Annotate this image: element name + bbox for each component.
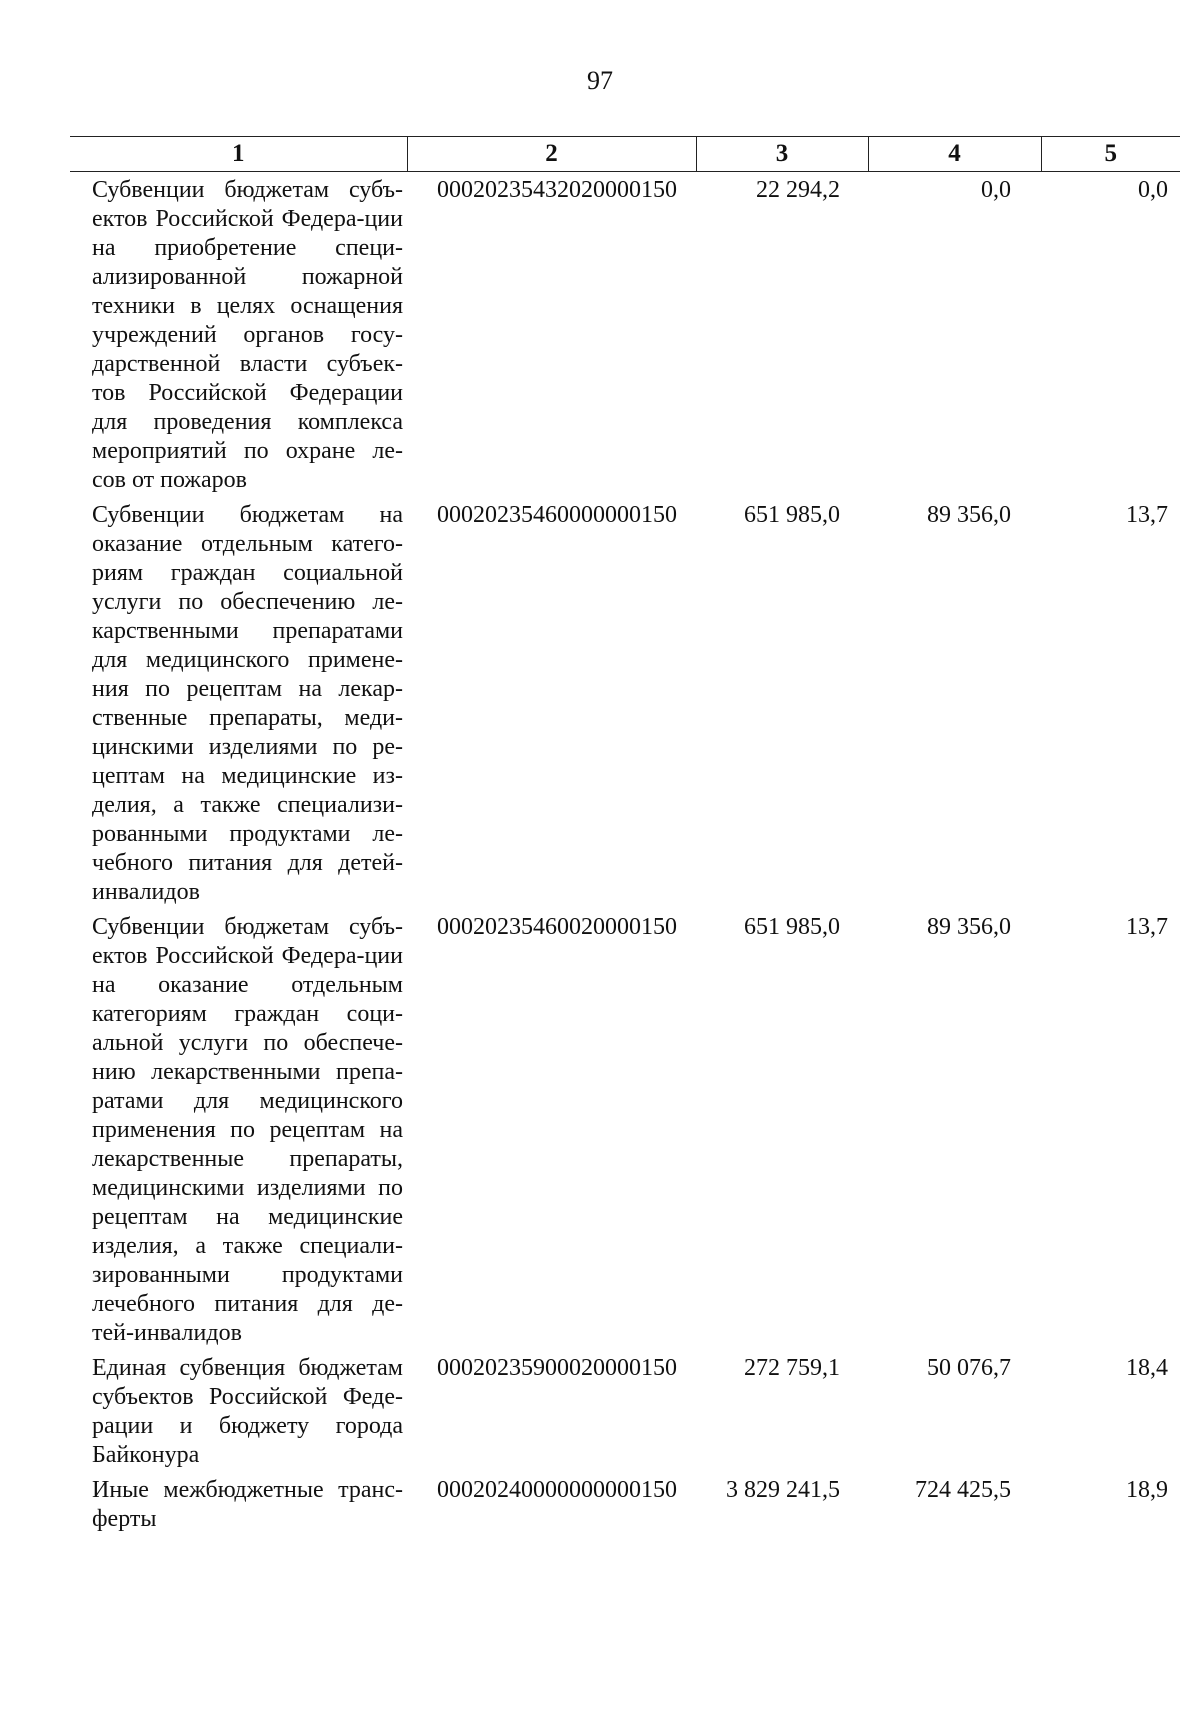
row-value-col5: 13,7 (1126, 914, 1168, 940)
row-value-col4: 89 356,0 (927, 914, 1011, 940)
row-value-col5: 18,9 (1126, 1477, 1168, 1503)
table-row (70, 172, 1180, 498)
row-code: 00020235460020000150 (437, 914, 677, 940)
row-code: 00020235460000000150 (437, 502, 677, 528)
row-value-col5: 13,7 (1126, 502, 1168, 528)
row-value-col5: 0,0 (1138, 177, 1168, 203)
row-name: Субвенции бюджетам субъ-ектов Российской Федера-ции на оказание отдельным категориям граждан соци-альной услуги по обеспече-нию лекарственными препа-ратами для медицинского применения по рецептам на лекарственные препараты, медицинскими изделиями по рецептам на медицинские изделия, а также специали-зированными продуктами лечебного питания для де-тей-инвалидов (92, 914, 403, 1346)
table-row (70, 909, 1180, 1350)
row-value-col3: 272 759,1 (744, 1355, 840, 1381)
row-value-col3: 651 985,0 (744, 502, 840, 528)
table-row (70, 497, 1180, 909)
column-header-1: 1 (70, 137, 407, 172)
row-code: 00020235900020000150 (437, 1355, 677, 1381)
row-name: Субвенции бюджетам на оказание отдельным катего-риям граждан социальной услуги по обеспечению ле-карственными препаратами для медицинского примене-ния по рецептам на лекар-ственные препараты, меди-цинскими изделиями по ре-цептам на медицинские из-делия, а также специализи-рованными продуктами ле-чебного питания для детей-инвалидов (92, 502, 403, 905)
row-code: 00020235432020000150 (437, 177, 677, 203)
row-code: 00020240000000000150 (437, 1477, 677, 1503)
row-value-col3: 651 985,0 (744, 914, 840, 940)
column-header-2: 2 (407, 137, 696, 172)
row-value-col5: 18,4 (1126, 1355, 1168, 1381)
row-value-col4: 50 076,7 (927, 1355, 1011, 1381)
column-header-3: 3 (696, 137, 868, 172)
column-header-4: 4 (868, 137, 1041, 172)
row-value-col4: 89 356,0 (927, 502, 1011, 528)
page-number: 97 (587, 66, 613, 95)
row-name: Единая субвенция бюджетам субъектов Российской Феде-рации и бюджету города Байконура (92, 1355, 403, 1468)
table-header-row (70, 137, 1180, 172)
table-row (70, 1472, 1180, 1536)
column-header-5: 5 (1041, 137, 1180, 172)
row-value-col4: 724 425,5 (915, 1477, 1011, 1503)
row-value-col3: 3 829 241,5 (726, 1477, 840, 1503)
row-name: Иные межбюджетные транс-ферты (92, 1477, 403, 1532)
table-row (70, 1350, 1180, 1472)
row-value-col4: 0,0 (981, 177, 1011, 203)
row-name: Субвенции бюджетам субъ-ектов Российской Федера-ции на приобретение специ-ализированной пожарной техники в целях оснащения учреждений органов госу-дарственной власти субъек-тов Российской Федерации для проведения комплекса мероприятий по охране ле-сов от пожаров (92, 177, 403, 493)
budget-table (70, 136, 1180, 1536)
row-value-col3: 22 294,2 (756, 177, 840, 203)
